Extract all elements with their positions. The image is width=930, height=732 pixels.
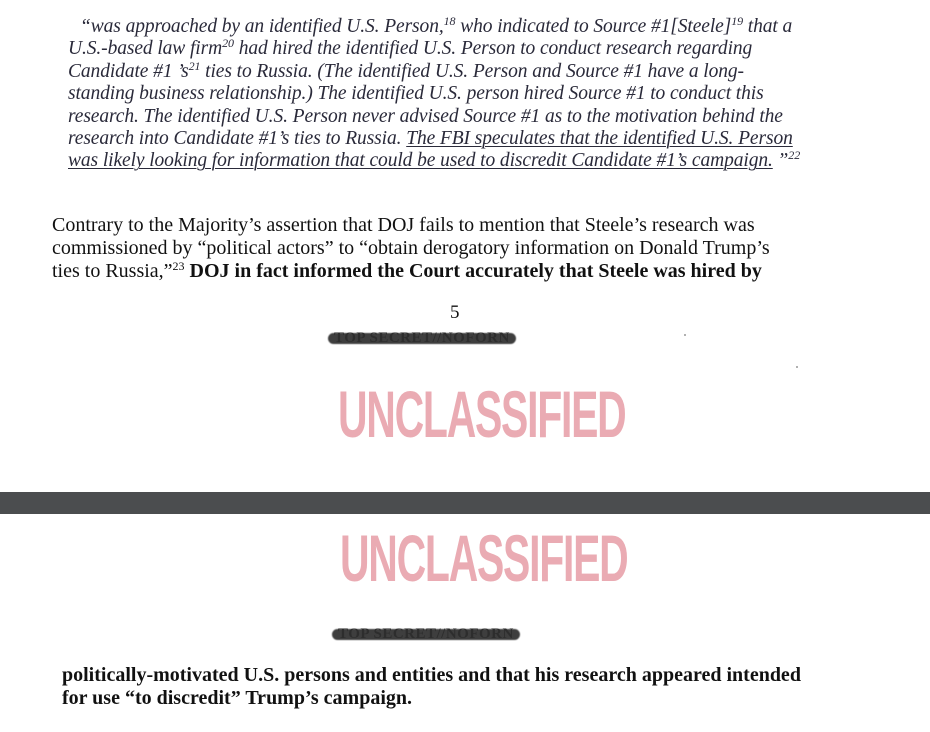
footnote-ref-18: 18 <box>443 14 456 28</box>
document-page-bottom <box>0 514 930 732</box>
unclassified-stamp: UNCLASSIFIED <box>340 521 628 595</box>
body-paragraph <box>52 214 902 283</box>
classification-marking-redacted <box>338 626 514 643</box>
underlined-speculation-1: The FBI speculates that the identified U.S. Person <box>406 128 793 150</box>
quote-line-4: standing business relationship.) The identified U.S. person hired Source #1 to conduct this <box>68 83 764 105</box>
page-separator <box>0 492 930 514</box>
strikethrough-mark <box>328 333 516 344</box>
body-line-1: Contrary to the Majority’s assertion that DOJ fails to mention that Steele’s research was <box>52 214 755 236</box>
body-line-3: ties to Russia,”$^{23}$ DOJ in fact informed the Court accurately that Steele was hired by <box>52 259 762 282</box>
classification-marking-redacted <box>334 330 510 347</box>
quote-line-6: research into Candidate #1’s ties to Russia. The FBI speculates that the identified U.S. Person <box>68 128 793 150</box>
quote-line-5: research. The identified U.S. Person never advised Source #1 as to the motivation behind the <box>68 105 783 127</box>
continued-line-1: politically-motivated U.S. persons and entities and that his research appeared intended <box>62 664 801 686</box>
bold-statement: DOJ in fact informed the Court accurately that Steele was hired by <box>184 260 762 282</box>
footnote-ref-20: 20 <box>222 36 234 51</box>
footnote-ref-19: 19 <box>731 14 744 28</box>
footnote-ref-23: 23 <box>172 259 185 273</box>
continued-paragraph <box>62 664 902 710</box>
footnote-ref-21: 21 <box>188 58 201 73</box>
page-number: 5 <box>450 302 460 323</box>
continued-line-2: for use “to discredit” Trump’s campaign. <box>62 687 413 709</box>
quote-line-3: Candidate #1 $’s^{21}$ ties to Russia. (The identified U.S. Person and Source #1 have a long- <box>68 58 744 82</box>
body-line-2: commissioned by “political actors” to “obtain derogatory information on Donald Trump’s <box>52 237 770 259</box>
quote-line-2: U.S.-based law firm$^{20}$ had hired the identified U.S. Person to conduct research regarding <box>68 36 753 60</box>
underlined-speculation-2: was likely looking for information that could be used to discredit Candidate #1’s campaign. <box>68 150 773 172</box>
footnote-ref-22: 22 <box>788 148 801 163</box>
quote-line-7: was likely looking for information that could be used to discredit Candidate #1’s campaign. ”$^{22}$ <box>68 148 801 172</box>
strikethrough-mark <box>332 629 520 640</box>
scan-speck <box>796 366 798 368</box>
unclassified-stamp: UNCLASSIFIED <box>338 377 626 451</box>
block-quote <box>68 16 898 173</box>
scan-speck <box>684 334 686 336</box>
quote-line-1: “was approached by an identified U.S. Person,$^{18}$ who indicated to Source #1[Steele]$^{19}$ that a <box>80 14 793 37</box>
